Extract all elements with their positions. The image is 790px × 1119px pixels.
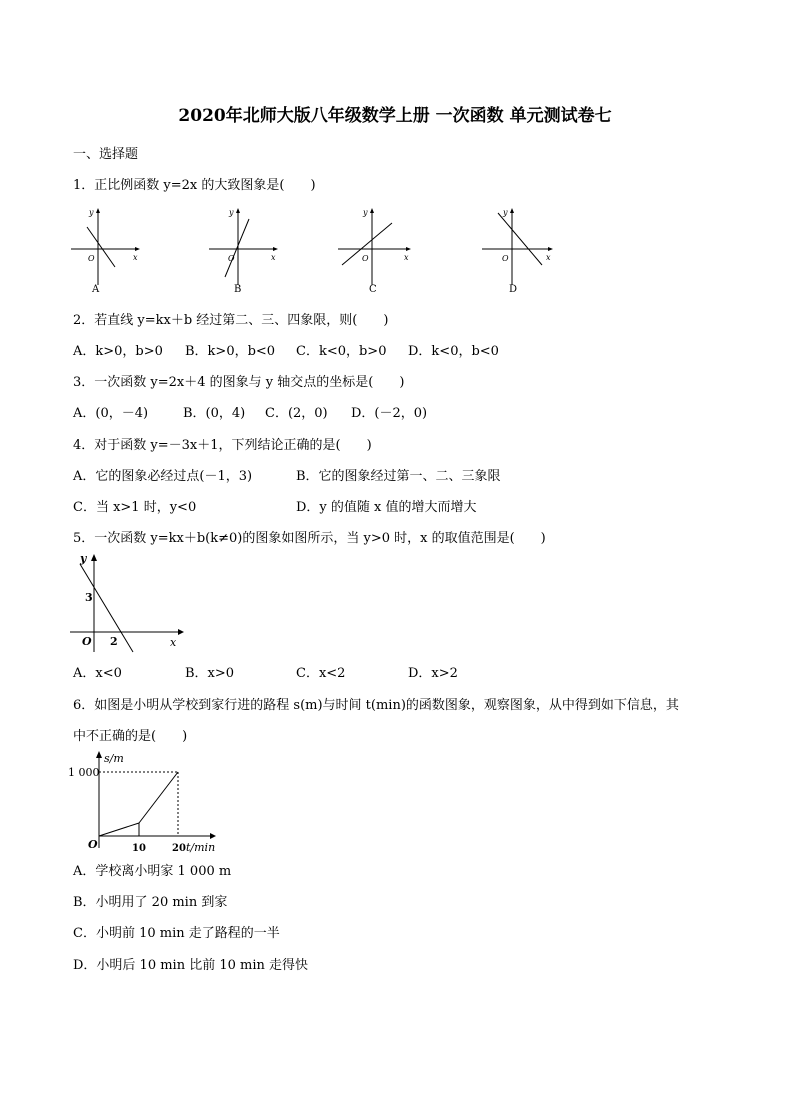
q1b-origin-label: O bbox=[228, 254, 235, 263]
q1-graph-a bbox=[65, 205, 145, 295]
q5-origin-label: O bbox=[82, 635, 92, 648]
q5-option-c[interactable]: C．x<2 bbox=[296, 666, 346, 681]
q4-option-d[interactable]: D．y 的值随 x 值的增大而增大 bbox=[296, 500, 477, 515]
q6-option-b[interactable]: B．小明用了 20 min 到家 bbox=[73, 895, 228, 910]
q1-graph-d bbox=[478, 205, 558, 295]
q2-option-c[interactable]: C．k<0，b>0 bbox=[296, 344, 387, 359]
q3-option-b[interactable]: B．(0，4) bbox=[183, 406, 246, 421]
q6-x-tick-10: 10 bbox=[132, 843, 146, 854]
q2-option-a[interactable]: A．k>0，b>0 bbox=[73, 344, 163, 359]
q1a-origin-label: O bbox=[88, 254, 95, 263]
q1c-x-label: x bbox=[404, 253, 409, 262]
q6-option-a[interactable]: A．学校离小明家 1 000 m bbox=[73, 864, 232, 879]
q3-option-a[interactable]: A．(0，－4) bbox=[73, 406, 149, 421]
q6-y-tick-label: 1 000 bbox=[68, 766, 100, 779]
question-2-stem: 2．若直线 y=kx＋b 经过第二、三、四象限，则( ) bbox=[73, 313, 389, 328]
q4-option-b[interactable]: B．它的图象经过第一、二、三象限 bbox=[296, 469, 501, 484]
q1d-y-label: y bbox=[503, 208, 508, 217]
question-5-stem: 5．一次函数 y=kx＋b(k≠0)的图象如图所示，当 y>0 时，x 的取值范围是( ) bbox=[73, 531, 546, 546]
q1-option-a[interactable]: A bbox=[92, 284, 100, 295]
q5-graph bbox=[66, 552, 191, 662]
q2-option-d[interactable]: D．k<0，b<0 bbox=[408, 344, 499, 359]
q1a-y-label: y bbox=[89, 208, 94, 217]
q6-origin-label: O bbox=[88, 838, 98, 851]
q5-x-label: x bbox=[170, 636, 177, 649]
q6-y-axis-label: s/m bbox=[104, 752, 124, 765]
q1c-origin-label: O bbox=[362, 254, 369, 263]
q2-option-b[interactable]: B．k>0，b<0 bbox=[185, 344, 276, 359]
question-1-stem: 1．正比例函数 y=2x 的大致图象是( ) bbox=[73, 178, 316, 193]
section-heading: 一、选择题 bbox=[73, 147, 139, 162]
q6-x-tick-20: 20 bbox=[172, 843, 186, 854]
q5-y-label: y bbox=[80, 552, 87, 565]
q6-option-d[interactable]: D．小明后 10 min 比前 10 min 走得快 bbox=[73, 958, 309, 973]
q1d-x-label: x bbox=[546, 253, 551, 262]
page-title: 2020年北师大版八年级数学上册 一次函数 单元测试卷七 bbox=[178, 106, 612, 126]
q1d-origin-label: O bbox=[502, 254, 509, 263]
q1-graph-b bbox=[203, 205, 283, 295]
q6-option-c[interactable]: C．小明前 10 min 走了路程的一半 bbox=[73, 926, 280, 941]
q6-x-axis-label: t/min bbox=[186, 841, 216, 854]
q5-x-intercept-label: 2 bbox=[110, 635, 118, 648]
q4-option-a[interactable]: A．它的图象必经过点(－1，3) bbox=[73, 469, 253, 484]
q5-option-d[interactable]: D．x>2 bbox=[408, 666, 458, 681]
q6-graph bbox=[66, 750, 226, 860]
q1b-x-label: x bbox=[271, 253, 276, 262]
q1b-y-label: y bbox=[229, 208, 234, 217]
q1-option-b[interactable]: B bbox=[234, 284, 242, 295]
q4-option-c[interactable]: C．当 x>1 时，y<0 bbox=[73, 500, 197, 515]
q3-option-c[interactable]: C．(2，0) bbox=[265, 406, 328, 421]
question-6-stem-line-1: 6．如图是小明从学校到家行进的路程 s(m)与时间 t(min)的函数图象，观察图象，从中得到如下信息，其 bbox=[73, 698, 679, 713]
q5-option-b[interactable]: B．x>0 bbox=[185, 666, 235, 681]
q1-option-c[interactable]: C bbox=[369, 284, 377, 295]
q3-option-d[interactable]: D．(－2，0) bbox=[351, 406, 428, 421]
q5-option-a[interactable]: A．x<0 bbox=[73, 666, 122, 681]
q1-option-d[interactable]: D bbox=[509, 284, 518, 295]
q1c-y-label: y bbox=[363, 208, 368, 217]
q5-y-intercept-label: 3 bbox=[85, 591, 93, 604]
question-3-stem: 3．一次函数 y=2x＋4 的图象与 y 轴交点的坐标是( ) bbox=[73, 375, 405, 390]
q1a-x-label: x bbox=[133, 253, 138, 262]
question-6-stem-line-2: 中不正确的是( ) bbox=[73, 729, 188, 744]
question-4-stem: 4．对于函数 y=－3x＋1，下列结论正确的是( ) bbox=[73, 438, 372, 453]
